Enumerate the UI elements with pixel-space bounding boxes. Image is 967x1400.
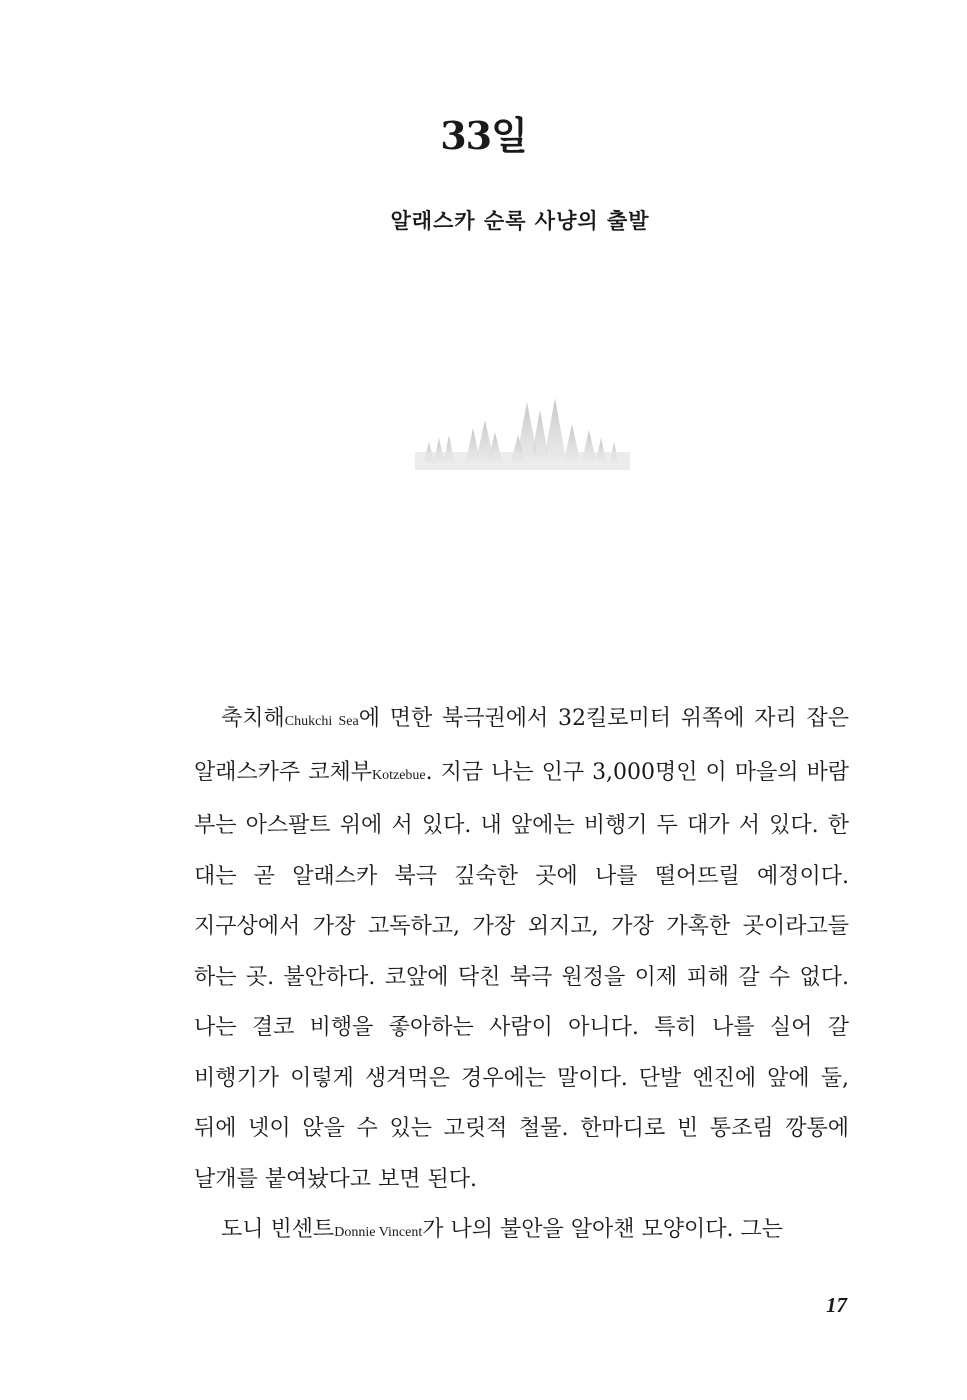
text-segment: 축치해: [221, 706, 285, 731]
text-segment: 도니 빈센트: [221, 1217, 335, 1242]
forest-illustration-icon: [415, 390, 630, 470]
text-segment: 가 나의 불안을 알아챈 모양이다. 그는: [422, 1217, 783, 1242]
paragraph-1: [194, 694, 849, 1205]
foreign-term: Donnie Vincent: [334, 1225, 423, 1240]
text-segment: 에 면한 북극권에서 32킬로미터 위쪽에 자리 잡은 알래스카주 코체부: [194, 706, 849, 785]
body-text: [194, 694, 849, 1259]
chapter-subtitle: 알래스카 순록 사냥의 출발: [390, 209, 650, 233]
page-number: 17: [826, 1293, 847, 1317]
foreign-term: Kotzebue: [372, 767, 426, 783]
paragraph-2: [194, 1205, 849, 1259]
foreign-term: Chukchi Sea: [284, 714, 359, 729]
chapter-title: 33일: [440, 113, 527, 158]
text-segment: . 지금 나는 인구 3,000명인 이 마을의 바람 부는 아스팔트 위에 서 있다. 내 앞에는 비행기 두 대가 서 있다. 한 대는 곧 알래스카 북극 깊숙한 곳에 나를 떨어뜨릴 예정이다. 지구상에서 가장 고독하고, 가장 외지고, 가장 가혹한 곳이라고들 하는 곳. 불안하다. 코앞에 닥친 북극 원정을 이제 피해 갈 수 없다. 나는 결코 비행을 좋아하는 사람이 아니다. 특히 나를 실어 갈 비행기가 이렇게 생겨먹은 경우에는 말이다. 단발 엔진에 앞에 둘, 뒤에 넷이 앉을 수 있는 고릿적 철물. 한마디로 빈 통조림 깡통에 날개를 붙여놨다고 보면 된다.: [194, 759, 849, 1192]
